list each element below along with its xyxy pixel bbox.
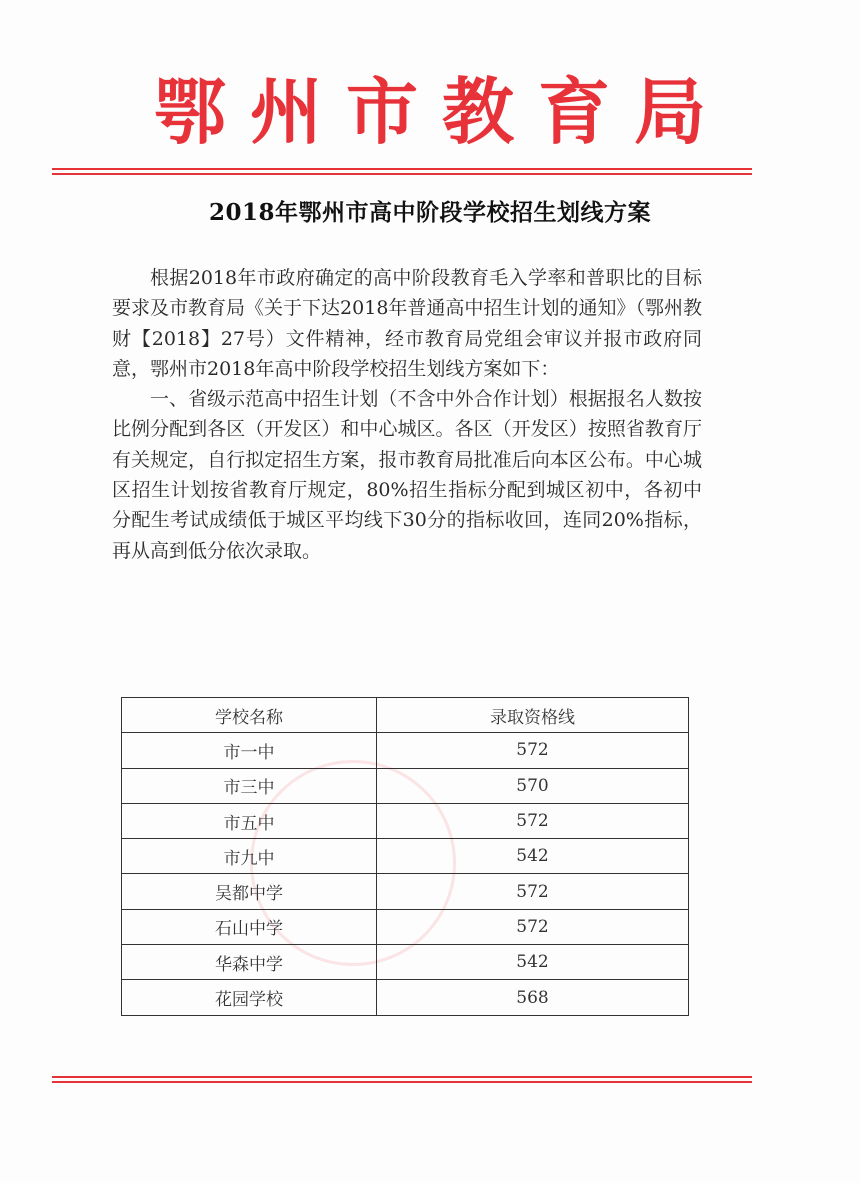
table-row [122, 980, 689, 1015]
admission-line-cell: 572 [377, 909, 689, 944]
school-name-cell: 市一中 [122, 733, 377, 768]
admission-line-cell: 572 [377, 803, 689, 838]
table-row [122, 945, 689, 980]
admission-score-table-wrapper [121, 697, 688, 1016]
table-row [122, 839, 689, 874]
school-name-cell: 华森中学 [122, 945, 377, 980]
letterhead-rule-lower [52, 173, 752, 175]
admission-line-cell: 542 [377, 839, 689, 874]
admission-line-cell: 572 [377, 733, 689, 768]
letterhead-rule-upper [52, 168, 752, 170]
body-paragraph: 根据2018年市政府确定的高中阶段教育毛入学率和普职比的目标要求及市教育局《关于下达2018年普通高中招生计划的通知》（鄂州教财【2018】27号）文件精神，经市教育局党组会审议并报市政府同意，鄂州市2018年高中阶段学校招生划线方案如下： [112, 267, 702, 380]
school-name-cell: 市三中 [122, 768, 377, 803]
admission-line-cell: 572 [377, 874, 689, 909]
admission-line-cell: 542 [377, 945, 689, 980]
footer-rule-upper [52, 1076, 752, 1078]
admission-line-cell: 570 [377, 768, 689, 803]
table-row [122, 874, 689, 909]
header-admission-line: 录取资格线 [377, 698, 689, 733]
table-row [122, 733, 689, 768]
table-header-row [122, 698, 689, 733]
document-title: 2018年鄂州市高中阶段学校招生划线方案 [208, 199, 651, 226]
header-school-name: 学校名称 [122, 698, 377, 733]
body-paragraph: 一、省级示范高中招生计划（不含中外合作计划）根据报名人数按比例分配到各区（开发区）和中心城区。各区（开发区）按照省教育厅有关规定，自行拟定招生方案，报市教育局批准后向本区公布。中心城区招生计划按省教育厅规定，80%招生指标分配到城区初中，各初中分配生考试成绩低于城区平均线下30分的指标收回，连同20%指标，再从高到低分依次录取。 [112, 388, 702, 562]
document-body [112, 263, 702, 566]
letterhead-org-name: 鄂州市教育局 [153, 69, 730, 154]
admission-score-table [121, 697, 689, 1016]
school-name-cell: 花园学校 [122, 980, 377, 1015]
school-name-cell: 吴都中学 [122, 874, 377, 909]
admission-line-cell: 568 [377, 980, 689, 1015]
table-row [122, 909, 689, 944]
table-row [122, 803, 689, 838]
school-name-cell: 市九中 [122, 839, 377, 874]
school-name-cell: 市五中 [122, 803, 377, 838]
footer-rule-lower [52, 1081, 752, 1083]
table-row [122, 768, 689, 803]
school-name-cell: 石山中学 [122, 909, 377, 944]
